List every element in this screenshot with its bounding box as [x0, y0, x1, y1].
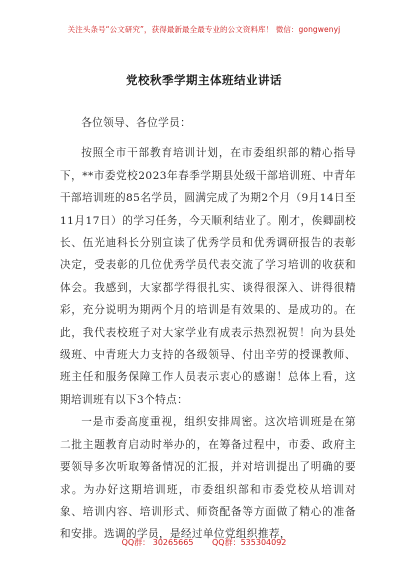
document-title: 党校秋季学期主体班结业讲话	[126, 73, 282, 87]
body-paragraph-1: 按照全市干部教育培训计划，在市委组织部的精心指导下，**市委党校2023年春季学期县处级干部培训班、中青年干部培训班的85名学员，圆满完成了为期2个月（9月14日至11月17日）的学习任务，今天顺利结业了。刚才，俟卿副校长、伍光迪科长分别宣读了优秀学员和优秀调研报告的表彰决定，受表彰的几位优秀学员代表交流了学习培训的收获和体会。我感到，大家都学得很扎实、谈得很深入、讲得很精彩，充分说明为期两个月的培训是有效果的、是成功的。在此，我代表校班子对大家学业有成表示热烈祝贺！向为县处级班、中青班大力支持的各级领导、付出辛劳的授课教师、班主任和服务保障工作人员表示衷心的感谢！总体上看，这期培训班有以下3个特点：	[60, 147, 356, 406]
qq-group-1: QQ群： 30265665	[121, 538, 194, 547]
greeting-paragraph: 各位领导、各位学员：	[81, 117, 192, 129]
header-promo-note: 关注头条号“公文研究”，获得最新最全最专业的公文资料库！ 微信：gongwenyj	[67, 25, 341, 34]
footer-qq-groups	[0, 537, 408, 548]
body-paragraph-2: 一是市委高度重视，组织安排周密。这次培训班是在第二批主题教育启动时举办的，在筹备过程中，市委、政府主要领导多次听取筹备情况的汇报，并对培训提出了明确的要求。为办好这期培训班，市委组织部和市委党校从培训对象、培训内容、培训形式、师资配备等方面做了精心的准备和安排。选调的学员，是经过单位党组织推荐，	[60, 416, 356, 541]
document-body	[60, 112, 356, 546]
qq-group-2: QQ群：535304092	[212, 538, 287, 547]
